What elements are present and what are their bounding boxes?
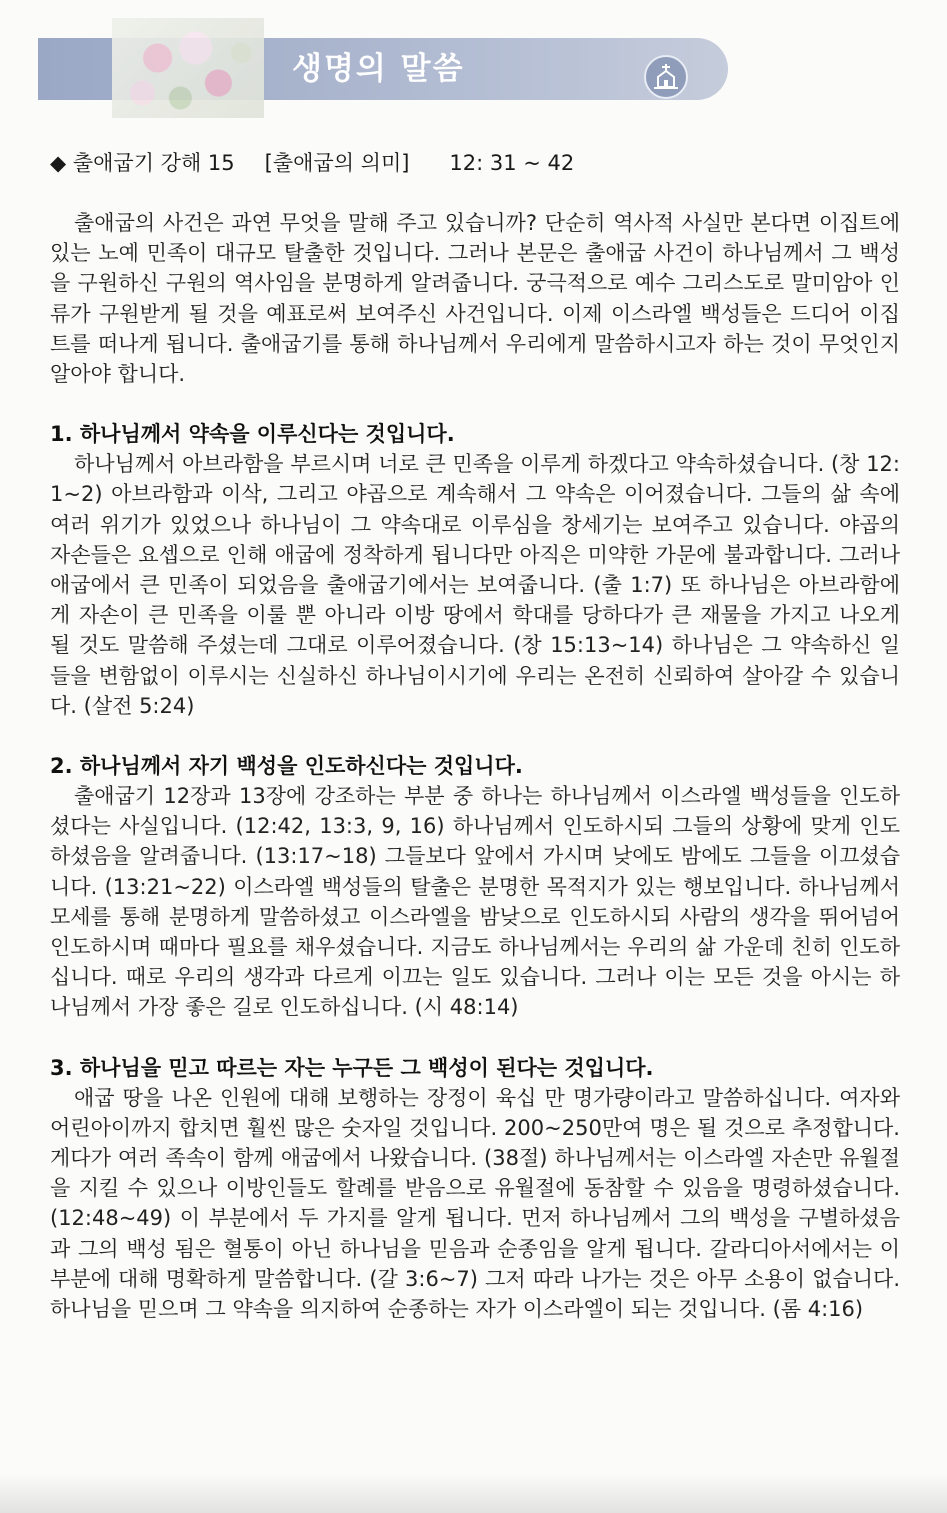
scripture-reference: 12: 31 ~ 42	[449, 151, 575, 175]
sermon-content	[50, 148, 900, 1324]
church-icon	[644, 55, 688, 99]
diamond-icon: ◆	[50, 151, 67, 175]
section-2-title: 2. 하나님께서 자기 백성을 인도하신다는 것입니다.	[50, 754, 523, 779]
page-edge-shadow	[0, 1473, 947, 1513]
flower-photo	[112, 18, 264, 118]
sermon-series: 출애굽기 강해 15	[72, 151, 235, 175]
sermon-subtitle: [출애굽의 의미]	[264, 151, 410, 175]
section-3-body: 애굽 땅을 나온 인원에 대해 보행하는 장정이 육십 만 명가량이라고 말씀하십니다. 여자와 어린아이까지 합치면 훨씬 많은 숫자일 것입니다. 200~250만여 명은 될 것으로 추정합니다. 게다가 여러 족속이 함께 애굽에서 나왔습니다. (38절) 하나님께서는 이스라엘 자손만 유월절을 지킬 수 있으나 이방인들도 할례를 받음으로 유월절에 동참할 수 있음을 명령하셨습니다. (12:48~49) 이 부분에서 두 가지를 알게 됩니다. 먼저 하나님께서 그의 백성을 구별하셨음과 그의 백성 됨은 혈통이 아닌 하나님을 믿음과 순종임을 알게 됩니다. 갈라디아서에서는 이 부분에 대해 명확하게 말씀합니다. (갈 3:6~7) 그저 따라 나가는 것은 아무 소용이 없습니다. 하나님을 믿으며 그 약속을 의지하여 순종하는 자가 이스라엘이 되는 것입니다. (롬 4:16)	[50, 1085, 900, 1322]
sermon-heading	[50, 148, 900, 178]
section-3-title: 3. 하나님을 믿고 따르는 자는 누구든 그 백성이 된다는 것입니다.	[50, 1055, 654, 1080]
section-2-body: 출애굽기 12장과 13장에 강조하는 부분 중 하나는 하나님께서 이스라엘 백성들을 인도하셨다는 사실입니다. (12:42, 13:3, 9, 16) 하나님께서 인도하시되 그들의 상황에 맞게 인도하셨음을 알려줍니다. (13:17~18) 그들보다 앞에서 가시며 낮에도 밤에도 그들을 이끄셨습니다. (13:21~22) 이스라엘 백성들의 탈출은 분명한 목적지가 있는 행보입니다. 하나님께서 모세를 통해 분명하게 말씀하셨고 이스라엘을 밤낮으로 인도하시되 사람의 생각을 뛰어넘어 인도하시며 때마다 필요를 채우셨습니다. 지금도 하나님께서는 우리의 삶 가운데 친히 인도하십니다. 때로 우리의 생각과 다르게 이끄는 일도 있습니다. 그러나 이는 모든 것을 아시는 하나님께서 가장 좋은 길로 인도하십니다. (시 48:14)	[50, 784, 900, 1020]
page-title: 생명의 말씀	[292, 51, 465, 87]
section-1-body: 하나님께서 아브라함을 부르시며 너로 큰 민족을 이루게 하겠다고 약속하셨습니다. (창 12: 1~2) 아브라함과 이삭, 그리고 야곱으로 계속해서 그 약속은 이어졌습니다. 그들의 삶 속에 여러 위기가 있었으나 하나님이 그 약속대로 이루심을 창세기는 보여주고 있습니다. 야곱의 자손들은 요셉으로 인해 애굽에 정착하게 됩니다만 아직은 미약한 가문에 불과합니다. 그러나 애굽에서 큰 민족이 되었음을 출애굽기에서는 보여줍니다. (출 1:7) 또 하나님은 아브라함에게 자손이 큰 민족을 이룰 뿐 아니라 이방 땅에서 학대를 당하다가 큰 재물을 가지고 나오게 될 것도 말씀해 주셨는데 그대로 이루어졌습니다. (창 15:13~14) 하나님은 그 약속하신 일들을 변함없이 이루시는 신실하신 하나님이시기에 우리는 온전히 신뢰하여 살아갈 수 있습니다. (살전 5:24)	[50, 452, 900, 718]
section-1-title: 1. 하나님께서 약속을 이루신다는 것입니다.	[50, 422, 455, 447]
intro-paragraph: 출애굽의 사건은 과연 무엇을 말해 주고 있습니까? 단순히 역사적 사실만 본다면 이집트에 있는 노예 민족이 대규모 탈출한 것입니다. 그러나 본문은 출애굽 사건이 하나님께서 그 백성을 구원하신 구원의 역사임을 분명하게 알려줍니다. 궁극적으로 예수 그리스도로 말미암아 인류가 구원받게 될 것을 예표로써 보여주신 사건입니다. 이제 이스라엘 백성들은 드디어 이집트를 떠나게 됩니다. 출애굽기를 통해 하나님께서 우리에게 말씀하시고자 하는 것이 무엇인지 알아야 합니다.	[50, 211, 900, 387]
